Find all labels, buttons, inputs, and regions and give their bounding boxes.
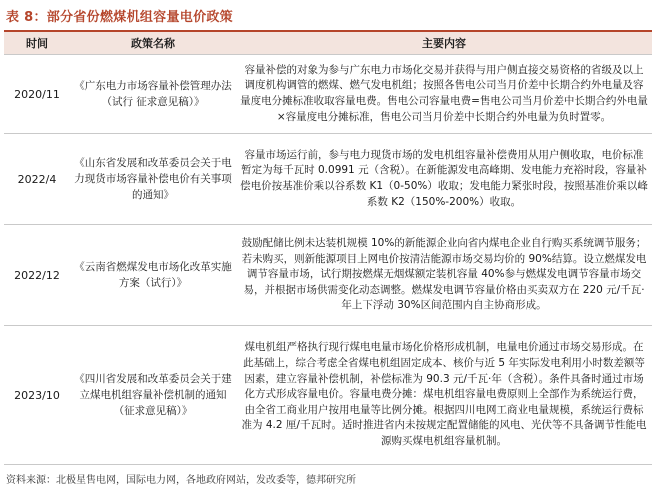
row-policy: 《四川省发展和改革委员会关于建立煤电机组容量补偿机制的通知（征求意见稿）》 xyxy=(74,373,232,417)
row-time: 2022/4 xyxy=(17,172,57,186)
header-time: 时间 xyxy=(26,37,48,50)
row-policy: 《山东省发展和改革委员会关于电力现货市场容量补偿电价有关事项的通知》 xyxy=(74,157,232,201)
row-content: 容量补偿的对象为参与广东电力市场化交易并获得与用户侧直接交易资格的省级及以上调度机构调管的燃煤、燃气发电机组；按照各售电公司当月价差中长期合约外电量及容量度电分摊标准收取容量电费。售电公司容量电费=售电公司当月价差中长期合约外电量×容量度电分摊标准，售电公司当月价差中长期合约外电量为负时置零。 xyxy=(240,63,648,123)
header-policy: 政策名称 xyxy=(131,37,175,50)
table-row xyxy=(4,225,652,326)
table-header xyxy=(4,32,652,55)
table-row xyxy=(4,326,652,465)
row-time: 2020/11 xyxy=(14,87,60,101)
row-time: 2022/12 xyxy=(14,268,60,282)
row-content: 容量市场运行前，参与电力现货市场的发电机组容量补偿费用从用户侧收取，电价标准暂定为每千瓦时 0.0991 元（含税）。在新能源发电高峰期、发电能力充裕时段，容量补偿电价按基准价乘以谷系数 K1（0-50%）收取；发电能力紧张时段，按照基准价乘以峰系数 K2（150%-200%）收取。 xyxy=(240,148,648,208)
row-policy: 《云南省燃煤发电市场化改革实施方案（试行）》 xyxy=(74,261,232,289)
row-policy: 《广东电力市场容量补偿管理办法（试行 征求意见稿）》 xyxy=(74,80,232,108)
row-time: 2023/10 xyxy=(14,388,60,402)
table-row xyxy=(4,134,652,225)
table-row xyxy=(4,55,652,134)
source-note: 资料来源：北极星售电网，国际电力网，各地政府网站，发改委等，德邦研究所 xyxy=(6,475,356,486)
row-content: 鼓励配储比例未达装机规模 10%的新能源企业向省内煤电企业自行购买系统调节服务；若未购买，则新能源项目上网电价按清洁能源市场交易均价的 90%结算。设立燃煤发电调节容量市场，试行期按燃煤无烟煤额定装机容量 40%参与燃煤发电调节容量市场交易，并根据市场供需变化动态调整。燃煤发电调节容量价格由买卖双方在 220 元/千瓦·年上下浮动 30%区间范围内自主协商形成。 xyxy=(241,237,647,312)
header-content: 主要内容 xyxy=(422,37,466,50)
table-title: 表 8：部分省份燃煤机组容量电价政策 xyxy=(6,10,233,25)
policy-table xyxy=(4,30,652,465)
row-content: 煤电机组严格执行现行煤电电量市场化价格形成机制，电量电价通过市场交易形成。在此基础上，综合考虑全省煤电机组固定成本、核价与近 5 年实际发电利用小时数差额等因素，建立容量补偿机制，补偿标准为 90.3 元/千瓦·年（含税）。条件具备时通过市场化方式形成容量电价。容量电费分摊：煤电机组容量电费原则上全部作为系统运行费，由全省工商业用户按用电量等比例分摊。根据四川电网工商业电量规模，系统运行费标准为 4.2 厘/千瓦时。适时推进省内未按规定配置储能的风电、光伏等不具备调节性能电源购买煤电机组容量机制。 xyxy=(241,341,647,447)
